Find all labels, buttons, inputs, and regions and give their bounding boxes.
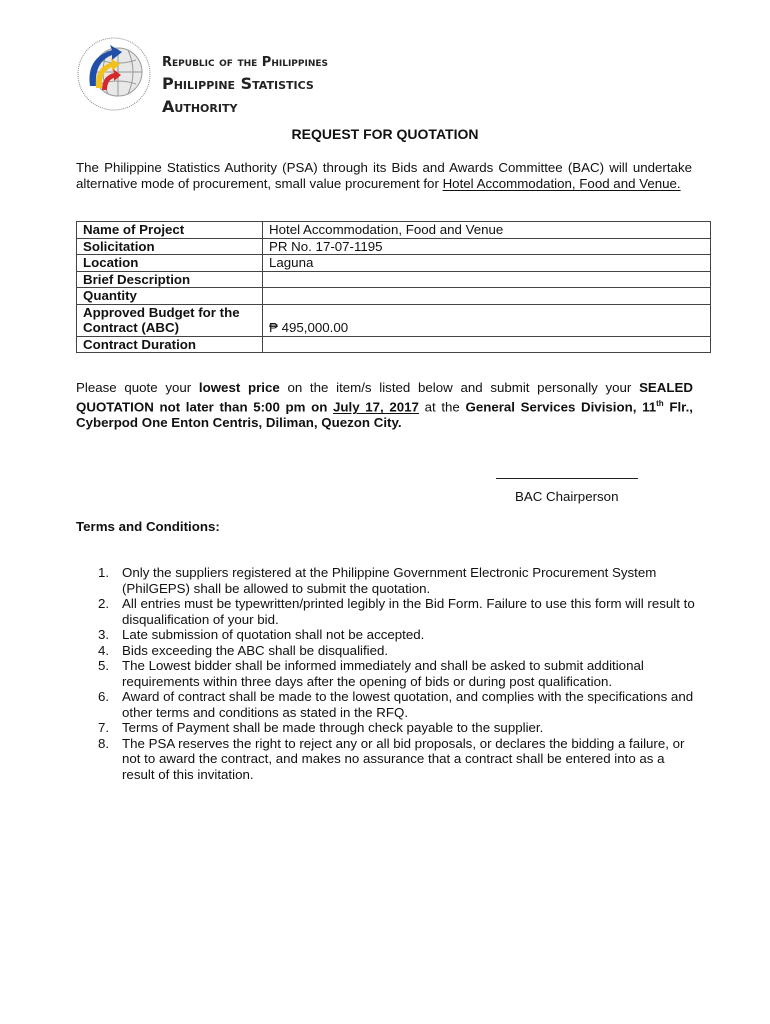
row-value: Laguna — [263, 255, 711, 272]
table-row — [77, 288, 711, 305]
row-label: Quantity — [77, 288, 263, 305]
term-text: Bids exceeding the ABC shall be disqualified. — [122, 642, 389, 658]
term-item: 1. Only the suppliers registered at the Philippine Government Electronic Procurement System (PhilGEPS) shall be allowed to submit the quotation. — [98, 565, 657, 596]
terms-heading: Terms and Conditions: — [76, 519, 220, 534]
term-text: Terms of Payment shall be made through check payable to the supplier. — [122, 720, 544, 735]
term-text: The Lowest bidder shall be informed immediately and shall be asked to submit additional requirements within three days after the opening of bids or during post qualification. — [122, 658, 644, 689]
term-item: 5. The Lowest bidder shall be informed immediately and shall be asked to submit additional requirements within three days after the opening of bids or during post qualification. — [98, 658, 644, 689]
term-text: Late submission of quotation shall not be accepted. — [122, 627, 425, 642]
header-line-3: Authority — [162, 97, 238, 116]
term-text: Award of contract shall be made to the lowest quotation, and complies with the specifications and other terms and conditions as stated in the RFQ. — [122, 689, 694, 720]
project-details-table — [76, 221, 711, 353]
table-row — [77, 255, 711, 272]
term-item: 4. Bids exceeding the ABC shall be disqualified. — [98, 642, 389, 658]
signature-title: BAC Chairperson — [515, 489, 619, 504]
term-text: All entries must be typewritten/printed legibly in the Bid Form. Failure to use this form will result to disqualification of your bid. — [122, 596, 695, 627]
row-label: Contract Duration — [77, 336, 263, 353]
term-text: Only the suppliers registered at the Philippine Government Electronic Procurement System (PhilGEPS) shall be allowed to submit the quotation. — [122, 565, 657, 596]
term-text: The PSA reserves the right to reject any or all bid proposals, or declares the bidding a failure, or not to award the contract, and makes no assurance that a contract shall be entered into as a result of this invitation. — [122, 735, 685, 782]
term-item: 2. All entries must be typewritten/printed legibly in the Bid Form. Failure to use this form will result to disqualification of your bid. — [98, 596, 695, 627]
signature-line — [496, 478, 638, 479]
row-value — [263, 336, 711, 353]
table-row — [77, 271, 711, 288]
header-line-2: Philippine Statistics — [162, 74, 314, 93]
row-value: Hotel Accommodation, Food and Venue — [263, 222, 711, 239]
row-label: Brief Description — [77, 271, 263, 288]
intro-paragraph — [76, 160, 692, 192]
table-row — [77, 304, 711, 336]
instructions-paragraph: Please quote your lowest price on the item/s listed below and submit personally your SEALED QUOTATION not later than 5:00 pm on July 17, 2017 at the General Services Division, 11th Flr., Cyberpod One Enton Centris, Diliman, Quezon City. — [76, 380, 693, 431]
row-value: ₱ 495,000.00 — [263, 304, 711, 336]
table-row — [77, 238, 711, 255]
table-row — [77, 222, 711, 239]
project-name-underlined: Hotel Accommodation, Food and Venue. — [442, 176, 681, 191]
row-value: PR No. 17-07-1195 — [263, 238, 711, 255]
terms-list — [98, 565, 698, 782]
row-value — [263, 288, 711, 305]
row-label: Name of Project — [77, 222, 263, 239]
term-item: 8. The PSA reserves the right to reject any or all bid proposals, or declares the bidding a failure, or not to award the contract, and makes no assurance that a contract shall be entered into as a result of this invitation. — [98, 735, 685, 782]
row-label: Location — [77, 255, 263, 272]
row-label: Approved Budget for the Contract (ABC) — [77, 304, 263, 336]
psa-logo — [76, 36, 152, 112]
table-row — [77, 336, 711, 353]
term-item: 7. Terms of Payment shall be made through check payable to the supplier. — [98, 720, 544, 735]
header-line-1: Republic of the Philippines — [162, 55, 329, 70]
document-title: REQUEST FOR QUOTATION — [291, 126, 479, 142]
row-label: Solicitation — [77, 238, 263, 255]
row-value — [263, 271, 711, 288]
intro-text: The Philippine Statistics Authority (PSA) through its Bids and Awards Committee (BAC) will undertake alternative mode of procurement, small value procurement for — [76, 160, 692, 191]
term-item: 3. Late submission of quotation shall not be accepted. — [98, 627, 425, 642]
deadline-date: July 17, 2017 — [332, 399, 419, 415]
term-item: 6. Award of contract shall be made to the lowest quotation, and complies with the specifications and other terms and conditions as stated in the RFQ. — [98, 689, 694, 720]
